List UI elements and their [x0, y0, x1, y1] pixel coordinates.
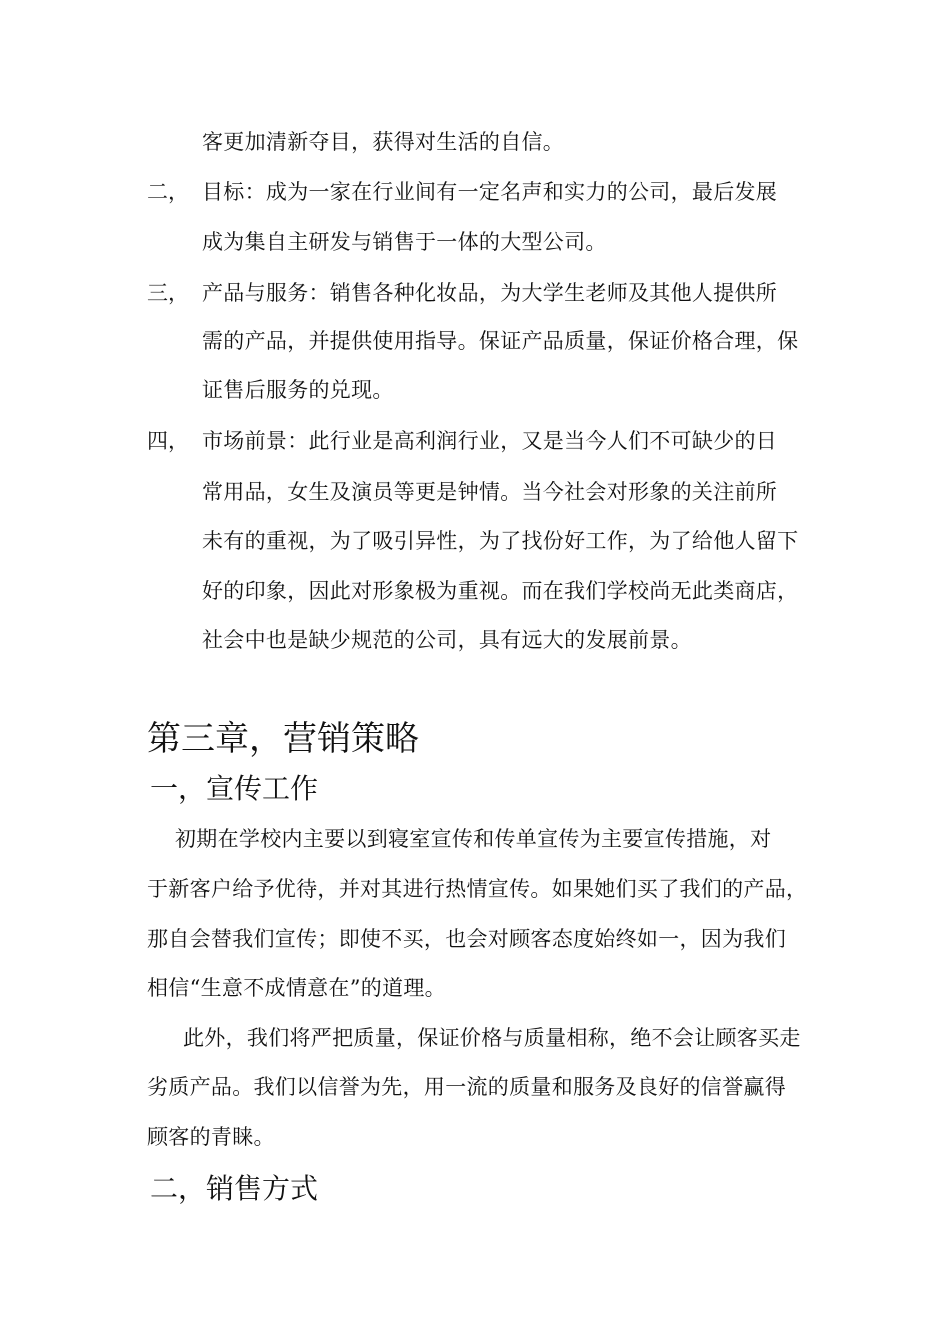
list-item-text: 社会中也是缺少规范的公司，具有远大的发展前景。	[202, 628, 692, 652]
list-item-text: 证售后服务的兑现。	[202, 378, 394, 402]
paragraph-line: 顾客的青睐。	[147, 1125, 275, 1149]
paragraph-line: 于新客户给予优待，并对其进行热情宣传。如果她们买了我们的产品，	[147, 877, 808, 901]
paragraph-line: 初期在学校内主要以到寝室宣传和传单宣传为主要宣传措施，对	[175, 827, 772, 851]
list-item-text: 需的产品，并提供使用指导。保证产品质量，保证价格合理，保	[202, 329, 799, 353]
paragraph-line: 那自会替我们宣传；即使不买，也会对顾客态度始终如一，因为我们	[147, 927, 786, 951]
list-item-text: 未有的重视，为了吸引异性，为了找份好工作，为了给他人留下	[202, 529, 799, 553]
paragraph-line: 劣质产品。我们以信誉为先，用一流的质量和服务及良好的信誉赢得	[147, 1075, 786, 1099]
list-item-text: 目标：成为一家在行业间有一定名声和实力的公司，最后发展	[202, 180, 778, 204]
list-item-continuation: 客更加清新夺目，获得对生活的自信。	[202, 130, 565, 154]
list-item-text: 市场前景：此行业是高利润行业，又是当今人们不可缺少的日	[202, 429, 778, 453]
list-item-text: 产品与服务：销售各种化妆品，为大学生老师及其他人提供所	[202, 281, 778, 305]
section-title: 一，宣传工作	[150, 772, 319, 805]
paragraph-line: 此外，我们将严把质量，保证价格与质量相称，绝不会让顾客买走	[183, 1026, 801, 1050]
chapter-title: 第三章，营销策略	[147, 719, 419, 759]
list-item-number: 三，	[147, 281, 189, 305]
section-title: 二，销售方式	[150, 1172, 319, 1205]
paragraph-line: 相信“生意不成情意在”的道理。	[147, 976, 446, 1000]
list-item-number: 四，	[147, 429, 189, 453]
list-item-text: 常用品，女生及演员等更是钟情。当今社会对形象的关注前所	[202, 480, 778, 504]
list-item-number: 二，	[147, 180, 189, 204]
list-item-text: 成为集自主研发与销售于一体的大型公司。	[202, 230, 607, 254]
list-item-text: 好的印象，因此对形象极为重视。而在我们学校尚无此类商店，	[202, 579, 799, 603]
